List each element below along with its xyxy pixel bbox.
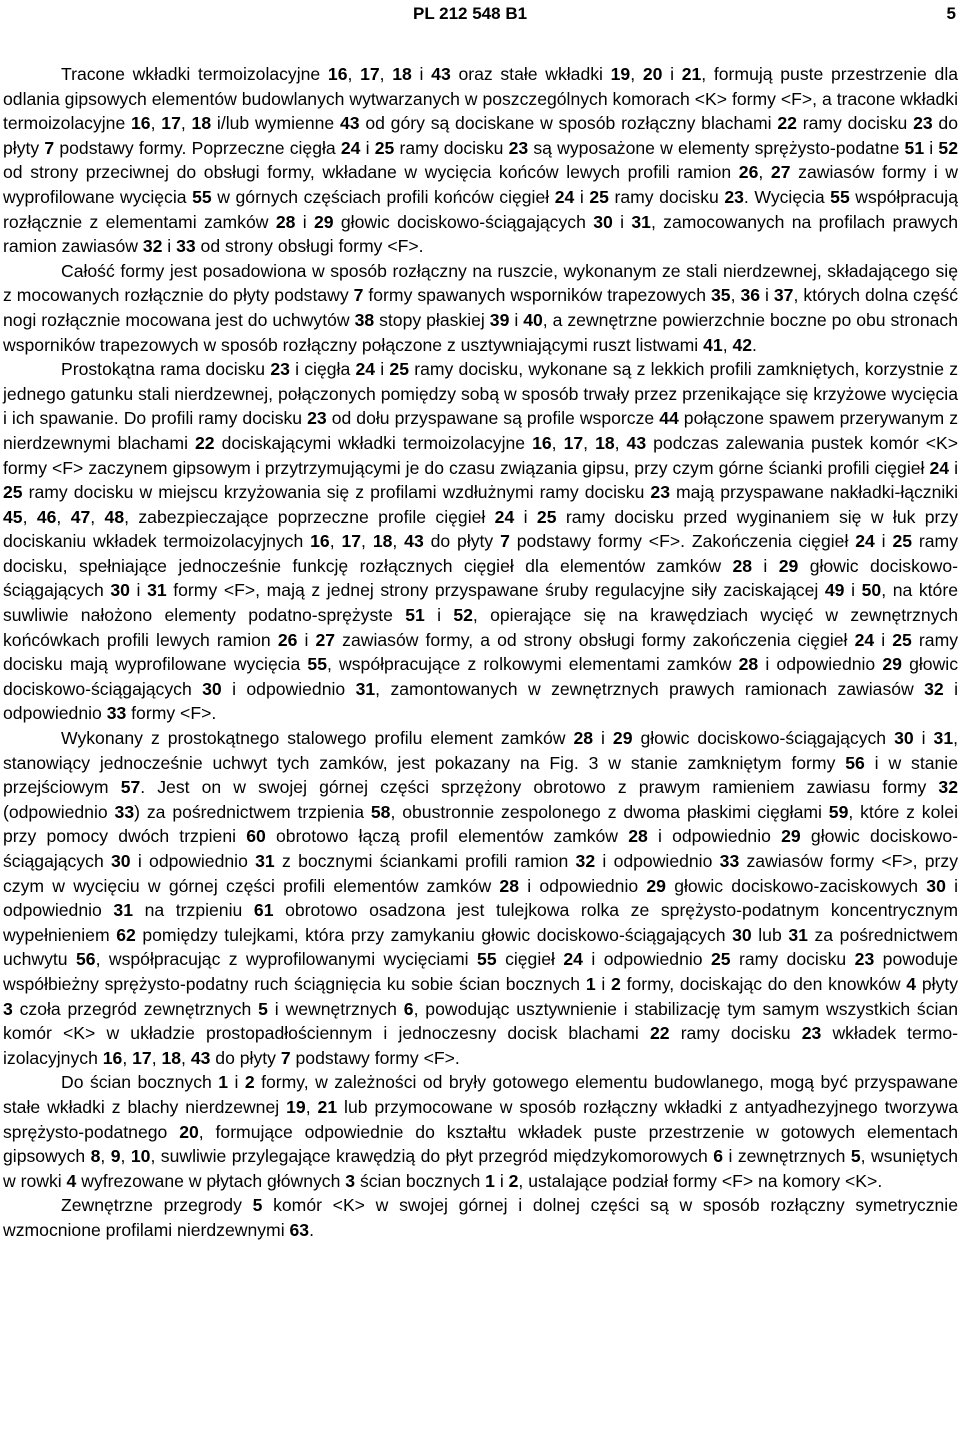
reference-number: 21 [681,64,702,84]
reference-number: 24 [355,359,376,380]
reference-number: 18 [372,531,393,552]
reference-number: 31 [255,851,275,871]
reference-number: 31 [788,924,808,945]
reference-number: 25 [892,629,912,650]
paragraph: Zewnętrzne przegrody 5 komór <K> w swojej górnej i dolnej części są w sposób rozłączny symetrycznie wzmocnione profilami nierdzewnymi 63. [3,1195,958,1240]
reference-number: 4 [906,973,917,994]
reference-number: 45 [3,506,23,527]
reference-number: 3 [345,1170,356,1191]
paragraph: Do ścian bocznych 1 i 2 formy, w zależności od bryły gotowego elementu budowlanego, mogą być przyspawane stałe wkładki z blachy nierdzewnej 19, 21 lub przymocowane w sposób rozłączny wkładki z antyadhezyjnego tworzywa sprężysto-podatnego 20, formujące odpowiednie do kształtu wkładek puste przestrzenie w gotowych elementach gipsowych 8, 9, 10, suwliwie przylegające krawędzią do płyt przegród międzykomorowych 6 i zewnętrznych 5, wsuniętych w rowki 4 wyfrezowane w płytach głównych 3 ścian bocznych 1 i 2, ustalające podział formy <F> na komory <K>. [3,1072,959,1191]
reference-number: 33 [719,851,740,871]
reference-number: 17 [563,432,584,453]
reference-number: 49 [824,580,845,601]
reference-number: 55 [192,186,212,207]
reference-number: 5 [258,998,268,1019]
reference-number: 30 [894,728,914,749]
reference-number: 5 [252,1195,263,1216]
reference-number: 56 [845,752,865,773]
reference-number: 25 [892,531,913,552]
reference-number: 21 [317,1096,338,1117]
reference-number: 44 [659,408,679,429]
reference-number: 17 [161,113,181,134]
reference-number: 23 [508,137,529,158]
reference-number: 18 [191,113,212,134]
page-header [0,0,960,30]
document-id: PL 212 548 B1 [413,4,528,23]
reference-number: 25 [711,949,731,970]
reference-number: 22 [195,432,215,453]
reference-number: 16 [131,113,151,134]
reference-number: 43 [626,432,647,453]
reference-number: 16 [102,1047,123,1068]
reference-number: 33 [114,801,135,822]
reference-number: 8 [90,1146,101,1167]
reference-number: 9 [110,1146,121,1167]
reference-number: 37 [773,285,794,306]
reference-number: 25 [3,482,23,503]
reference-number: 33 [106,703,127,724]
reference-number: 30 [110,580,130,601]
reference-number: 50 [861,580,882,601]
reference-number: 29 [781,826,801,847]
reference-number: 51 [405,605,425,626]
reference-number: 2 [508,1170,519,1191]
reference-number: 16 [327,64,348,84]
reference-number: 3 [3,998,13,1019]
reference-number: 43 [339,113,360,134]
reference-number: 57 [120,777,141,798]
reference-number: 23 [724,186,744,207]
reference-number: 60 [246,826,266,847]
reference-number: 41 [703,334,723,355]
reference-number: 26 [277,629,298,650]
reference-number: 59 [828,801,849,822]
reference-number: 61 [253,900,274,921]
reference-number: 6 [713,1146,724,1167]
reference-number: 30 [202,678,222,699]
reference-number: 30 [111,851,131,871]
reference-number: 30 [593,211,613,232]
reference-number: 28 [573,728,594,749]
reference-number: 17 [341,531,362,552]
reference-number: 55 [830,186,850,207]
reference-number: 19 [286,1096,306,1117]
reference-number: 42 [732,334,753,355]
reference-number: 43 [404,531,424,552]
reference-number: 24 [554,186,575,207]
reference-number: 24 [929,457,950,478]
reference-number: 31 [933,728,954,749]
reference-number: 29 [612,728,633,749]
reference-number: 39 [489,309,510,330]
reference-number: 63 [289,1219,310,1240]
reference-number: 52 [453,605,473,626]
reference-number: 32 [142,236,163,257]
reference-number: 25 [374,137,395,158]
reference-number: 25 [536,506,557,527]
reference-number: 23 [801,1023,822,1044]
reference-number: 16 [310,531,330,552]
reference-number: 24 [854,629,875,650]
reference-number: 31 [147,580,167,601]
reference-number: 30 [732,924,752,945]
reference-number: 31 [113,900,133,921]
reference-number: 24 [855,531,875,552]
reference-number: 17 [132,1047,152,1068]
reference-number: 25 [589,186,609,207]
reference-number: 10 [130,1146,151,1167]
reference-number: 18 [595,432,615,453]
reference-number: 20 [642,64,663,84]
reference-number: 55 [307,654,327,675]
reference-number: 58 [370,801,391,822]
reference-number: 43 [190,1047,211,1068]
reference-number: 20 [179,1121,199,1142]
page-number: 5 [946,4,956,23]
reference-number: 16 [532,432,552,453]
reference-number: 55 [477,949,497,970]
reference-number: 1 [218,1072,229,1093]
reference-number: 38 [354,309,375,330]
reference-number: 2 [611,973,621,994]
reference-number: 6 [403,998,414,1019]
reference-number: 2 [244,1072,255,1093]
reference-number: 32 [938,777,958,798]
reference-number: 28 [628,826,648,847]
reference-number: 29 [313,211,334,232]
reference-number: 26 [738,162,759,183]
reference-number: 24 [563,949,583,970]
reference-number: 27 [315,629,336,650]
reference-number: 23 [913,113,933,134]
reference-number: 51 [904,137,925,158]
reference-number: 7 [44,137,55,158]
paragraph: Tracone wkładki termoizolacyjne 16, 17, 18 i 43 oraz stałe wkładki 19, 20 i 21, formują puste przestrzenie dla odlania gipsowych elementów budowlanych wytwarzanych w poszczególnych komorach <K> formy <F>, a tracone wkładki termoizolacyjne 16, 17, 18 i/lub wymienne 43 od góry są dociskane w sposób rozłączny blachami 22 ramy docisku 23 do płyty 7 podstawy formy. Poprzeczne cięgła 24 i 25 ramy docisku 23 są wyposażone w elementy sprężysto-podatne 51 i 52 od strony przeciwnej do obsługi formy, wkładane w wycięcia końców lewych profili ramion 26, 27 zawiasów formy i w wyprofilowane wycięcia 55 w górnych częściach profili końców cięgieł 24 i 25 ramy docisku 23. Wycięcia 55 współpracują rozłącznie z elementami zamków 28 i 29 głowic dociskowo-ściągających 30 i 31, zamocowanych na profilach prawych ramion zawiasów 32 i 33 od strony obsługi formy <F>. [3,64,959,257]
reference-number: 7 [280,1047,291,1068]
paragraph: Całość formy jest posadowiona w sposób rozłączny na ruszcie, wykonanym ze stali nierdzewnej, składającego się z mocowanych rozłącznie do płyty podstawy 7 formy spawanych wsporników trapezowych 35, 36 i 37, których dolna część nogi rozłącznie mocowana jest do uchwytów 38 stopy płaskiej 39 i 40, a zewnętrzne powierzchnie boczne po obu stronach wsporników trapezowych w sposób rozłączny połączone z usztywniającymi ruszt listwami 41, 42. [3,260,959,355]
reference-number: 29 [646,875,666,896]
reference-number: 31 [355,678,376,699]
reference-number: 28 [732,555,753,576]
reference-number: 47 [70,506,91,527]
reference-number: 24 [494,506,515,527]
reference-number: 29 [778,555,799,576]
reference-number: 32 [575,851,596,871]
reference-number: 4 [66,1170,77,1191]
reference-number: 28 [738,654,759,675]
paragraph: Wykonany z prostokątnego stalowego profilu element zamków 28 i 29 głowic dociskowo-ściągających 30 i 31, stanowiący jednocześnie uchwyt tych zamków, jest pokazany na Fig. 3 w stanie zamkniętym formy 56 i w stanie przejściowym 57. Jest on w swojej górnej części sprzężony obrotowo z prawym ramieniem zawiasu formy 32 (odpowiednio 33) za pośrednictwem trzpienia 58, obustronnie zespolonego z dwoma płaskimi cięgłami 59, które z kolei przy pomocy dwóch trzpieni 60 obrotowo łączą profil elementów zamków 28 i odpowiednio 29 głowic dociskowo-ściągających 30 i odpowiednio 31 z bocznymi ściankami profili ramion 32 i odpowiednio 33 zawiasów formy <F>, przy czym w wycięciu w górnej części profili elementów zamków 28 i odpowiednio 29 głowic dociskowo-zaciskowych 30 i odpowiednio 31 na trzpieniu 61 obrotowo osadzona jest tulejkowa rolka ze sprężysto-podatnym koncentrycznym wypełnieniem 62 pomiędzy tulejkami, która przy zamykaniu głowic dociskowo-ściągających 30 lub 31 za pośrednictwem uchwytu 56, współpracując z wyprofilowanymi wycięciami 55 cięgieł 24 i odpowiednio 25 ramy docisku 23 powoduje współbieżny sprężysto-podatny ruch ściągnięcia ku sobie ścian bocznych 1 i 2 formy, dociskając do den knowków 4 płyty 3 czoła przegród zewnętrznych 5 i wewnętrznych 6, powodując usztywnienie i stabilizację tym samym wszystkich ścian komór <K> w układzie prostopadłościennym i jednoczesny docisk blachami 22 ramy docisku 23 wkładek termoizolacyjnych 16, 17, 18, 43 do płyty 7 podstawy formy <F>. [3,728,959,1068]
reference-number: 29 [882,654,902,675]
reference-number: 48 [104,506,125,527]
reference-number: 22 [649,1023,670,1044]
reference-number: 62 [116,924,136,945]
reference-number: 32 [924,678,944,699]
paragraph: Prostokątna rama docisku 23 i cięgła 24 i 25 ramy docisku, wykonane są z lekkich profili zamkniętych, korzystnie z jednego gatunku stali nierdzewnej, połączonych pomiędzy sobą w sposób trwały przez przenikające się krzyżowe wycięcia i ich spawanie. Do profili ramy docisku 23 od dołu przyspawane są profile wsporcze 44 połączone spawem przerywanym z nierdzewnymi blachami 22 dociskającymi wkładki termoizolacyjne 16, 17, 18, 43 podczas zalewania pustek komór <K> formy <F> zaczynem gipsowym i przytrzymującymi je do czasu związania gipsu, przy czym górne ścianki profili cięgieł 24 i 25 ramy docisku w miejscu krzyżowania się z profilami wzdłużnymi ramy docisku 23 mają przyspawane nakładki-łączniki 45, 46, 47, 48, zabezpieczające poprzeczne profile cięgieł 24 i 25 ramy docisku przed wyginaniem się w łuk przy dociskaniu wkładek termoizolacyjnych 16, 17, 18, 43 do płyty 7 podstawy formy <F>. Zakończenia cięgieł 24 i 25 ramy docisku, spełniające jednocześnie funkcję rozłącznych cięgieł dla elementów zamków 28 i 29 głowic dociskowo-ściągających 30 i 31 formy <F>, mają z jednej strony przyspawane śruby regulacyjne siły zaciskającej 49 i 50, na które suwliwie nałożono elementy podatno-sprężyste 51 i 52, opierające się na krawędziach wycięć w zewnętrznych końcówkach profili lewych ramion 26 i 27 zawiasów formy, a od strony obsługi formy zakończenia cięgieł 24 i 25 ramy docisku mają wyprofilowane wycięcia 55, współpracujące z rolkowymi elementami zamków 28 i odpowiednio 29 głowic dociskowo-ściągających 30 i odpowiednio 31, zamontowanych w zewnętrznych prawych ramionach zawiasów 32 i odpowiednio 33 formy <F>. [3,359,959,724]
reference-number: 24 [340,137,361,158]
reference-number: 18 [392,64,412,84]
reference-number: 46 [36,506,57,527]
reference-number: 52 [938,137,958,158]
reference-number: 27 [770,162,791,183]
reference-number: 56 [75,949,96,970]
reference-number: 19 [610,64,631,84]
reference-number: 22 [777,113,797,134]
reference-number: 33 [176,236,196,257]
reference-number: 28 [499,875,519,896]
reference-number: 30 [926,875,946,896]
reference-number: 23 [854,949,875,970]
reference-number: 28 [275,211,296,232]
reference-number: 1 [485,1170,495,1191]
reference-number: 35 [710,285,731,306]
document-body [3,62,958,1243]
reference-number: 5 [850,1146,861,1167]
reference-number: 23 [270,359,290,380]
reference-number: 36 [740,285,761,306]
reference-number: 25 [389,359,409,380]
reference-number: 17 [360,64,380,84]
reference-number: 23 [307,408,327,429]
reference-number: 43 [431,64,451,84]
reference-number: 23 [650,482,670,503]
reference-number: 1 [585,973,596,994]
reference-number: 7 [353,285,364,306]
reference-number: 18 [161,1047,182,1068]
reference-number: 7 [500,531,510,552]
reference-number: 31 [631,211,651,232]
reference-number: 40 [523,309,543,330]
